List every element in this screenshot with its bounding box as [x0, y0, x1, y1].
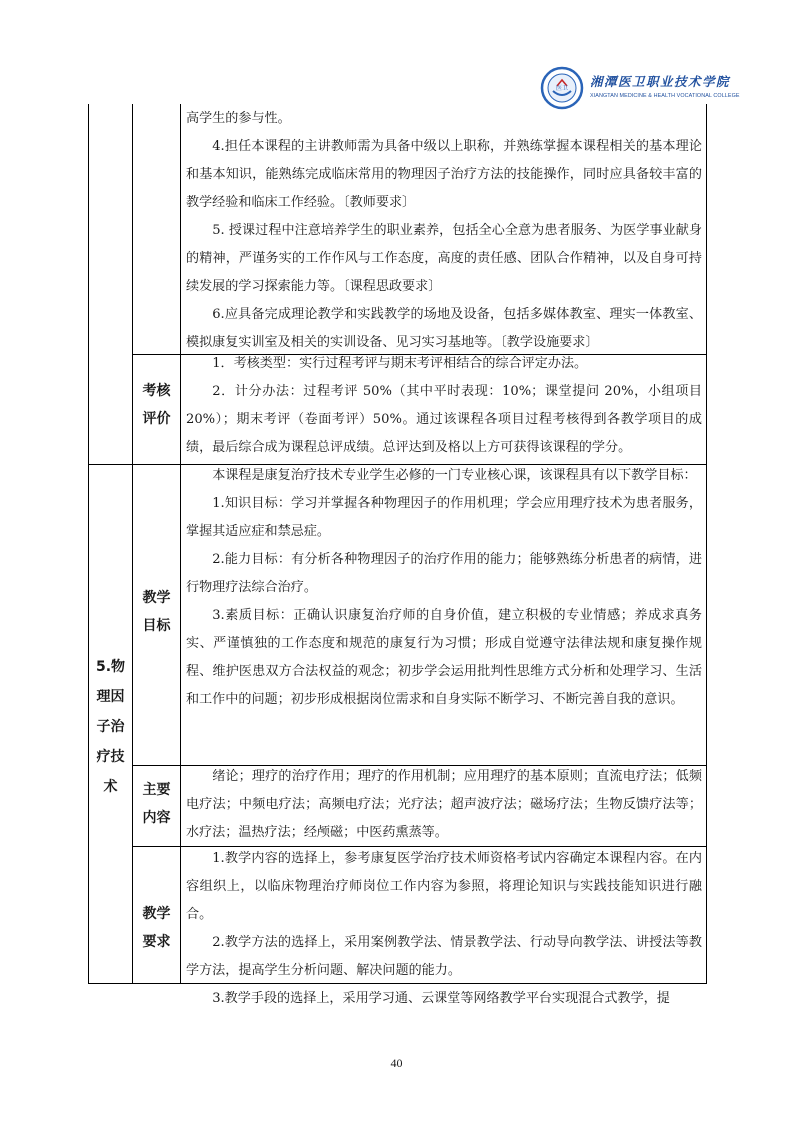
paragraph: 高学生的参与性。 — [186, 111, 291, 126]
paragraph: 4.担任本课程的主讲教师需为具备中级以上职称，并熟练掌握本课程相关的基本理论和基本知识，能熟练完成临床常用的物理因子治疗方法的技能操作，同时应具备较丰富的教学经验和临床工作经验。〔教师要求〕 — [186, 139, 702, 210]
college-emblem-icon — [540, 66, 584, 110]
paragraph: 绪论；理疗的治疗作用；理疗的作用机制；应用理疗的基本原则；直流电疗法；低频电疗法；中频电疗法；高频电疗法；光疗法；超声波疗法；磁场疗法；生物反馈疗法等；水疗法；温热疗法；经颅磁；中医药熏蒸等。 — [186, 769, 702, 840]
teaching-conditions-content — [186, 105, 702, 357]
paragraph: 1．考核类型：实行过程考评与期末考评相结合的综合评定办法。 — [212, 356, 588, 371]
assessment-label: 考核 评价 — [142, 383, 171, 427]
college-name: 湘潭医卫职业技术学院 — [590, 74, 731, 89]
paragraph: 本课程是康复治疗技术专业学生必修的一门专业核心课，该课程具有以下教学目标： — [212, 468, 697, 483]
assessment-content — [186, 350, 702, 462]
page-number: 40 — [390, 1056, 403, 1070]
course-name-label: 5.物 理因 子治 疗技 术 — [95, 659, 126, 795]
college-name-en: XIANGTAN MEDICINE & HEALTH VOCATIONAL COLLEGE — [590, 93, 740, 99]
paragraph: 6.应具备完成理论教学和实践教学的场地及设备，包括多媒体教室、理实一体教室、模拟康复实训室及相关的实训设备、见习实习基地等。〔教学设施要求〕 — [186, 307, 702, 350]
paragraph: 2．计分办法：过程考评 50%（其中平时表现：10%；课堂提问 20%，小组项目 20%）；期末考评（卷面考评）50%。通过该课程各项目过程考核得到各教学项目的成绩，最后综合成为课程总评成绩。总评达到及格以上方可获得该课程的学分。 — [186, 384, 702, 455]
paragraph: 2.能力目标：有分析各种物理因子的治疗作用的能力；能够熟练分析患者的病情，进行物理疗法综合治疗。 — [186, 552, 702, 595]
teaching-requirements-content — [186, 845, 702, 1013]
paragraph: 5. 授课过程中注意培养学生的职业素养，包括全心全意为患者服务、为医学事业献身的精神，严谨务实的工作作风与工作态度，高度的责任感、团队合作精神，以及自身可持续发展的学习探索能力等。〔课程思政要求〕 — [186, 223, 702, 294]
paragraph: 1.知识目标：学习并掌握各种物理因子的作用机理；学会应用理疗技术为患者服务，掌握其适应症和禁忌症。 — [186, 496, 702, 539]
main-content-content — [186, 763, 702, 847]
paragraph: 3.教学手段的选择上，采用学习通、云课堂等网络教学平台实现混合式教学，提 — [212, 991, 670, 1006]
teaching-requirements-label: 教学 要求 — [142, 906, 171, 950]
main-content-label: 主要 内容 — [142, 782, 171, 826]
paragraph: 1.教学内容的选择上，参考康复医学治疗技术师资格考试内容确定本课程内容。在内容组织上，以临床物理治疗师岗位工作内容为参照，将理论知识与实践技能知识进行融合。 — [186, 851, 702, 922]
paragraph: 2.教学方法的选择上，采用案例教学法、情景教学法、行动导向教学法、讲授法等教学方法，提高学生分析问题、解决问题的能力。 — [186, 935, 702, 978]
teaching-goals-content — [186, 462, 702, 714]
teaching-goals-label: 教学 目标 — [142, 590, 171, 634]
emblem-text: 医卫 — [555, 85, 569, 92]
paragraph: 3.素质目标：正确认识康复治疗师的自身价值，建立积极的专业情感；养成求真务实、严谨慎独的工作态度和规范的康复行为习惯；形成自觉遵守法律法规和康复操作规程、维护医患双方合法权益的观念；初步学会运用批判性思维方式分析和处理学习、生活和工作中的问题；初步形成根据岗位需求和自身实际不断学习、不断完善自我的意识。 — [186, 608, 702, 707]
